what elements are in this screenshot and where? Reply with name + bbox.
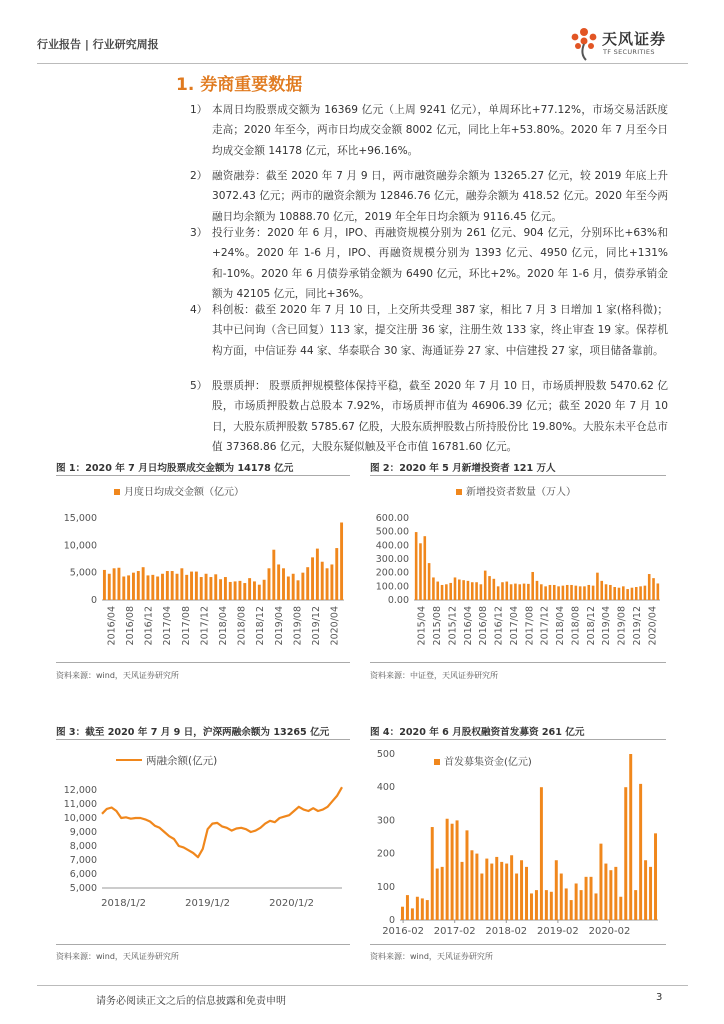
x-tick-label: 2019/04 xyxy=(601,606,613,646)
y-tick-label: 10,000 xyxy=(63,540,97,552)
x-tick-label: 2019/04 xyxy=(273,606,285,646)
figure-1-rule xyxy=(56,475,350,476)
figure-1-source: 资料来源：wind，天风证券研究所 xyxy=(56,671,179,680)
bar xyxy=(594,893,597,920)
y-tick-label: 100 xyxy=(376,881,395,893)
x-tick-label: 2020/04 xyxy=(647,606,659,646)
bar xyxy=(316,549,319,600)
bar xyxy=(592,586,595,600)
y-tick-label: 200.00 xyxy=(375,567,409,579)
figure-2-bottom-rule xyxy=(370,662,666,663)
bar xyxy=(583,586,586,600)
x-tick-label: 2017/12 xyxy=(199,606,211,646)
bar xyxy=(531,572,534,600)
bar xyxy=(485,859,488,920)
bar xyxy=(431,827,434,920)
x-tick-label: 2017/08 xyxy=(524,606,536,646)
bar xyxy=(553,585,556,600)
bar xyxy=(117,568,120,600)
y-tick-label: 7,000 xyxy=(69,855,97,866)
bar xyxy=(545,890,548,920)
bar xyxy=(426,900,429,920)
bar xyxy=(258,585,261,600)
bar xyxy=(445,584,448,600)
y-tick-label: 600.00 xyxy=(375,513,409,524)
bar xyxy=(335,548,338,600)
legend-label: 月度日均成交金额（亿元） xyxy=(124,487,244,498)
paragraph-number: 5） xyxy=(190,380,208,392)
x-tick-label: 2016/12 xyxy=(143,606,155,646)
bar xyxy=(644,860,647,920)
bar xyxy=(180,568,183,600)
x-tick-label: 2018/04 xyxy=(218,606,229,646)
bar xyxy=(500,862,503,920)
paragraph-text: 投行业务：2020 年 6 月，IPO、再融资规模分别为 261 亿元、904 亿元，分别环比+63%和+24%。2020 年 1-6 月，IPO、再融资规模分别为 1393 亿元、4950 亿元，同比+131%和-10%。2020 年 6 月债券承销金额为 6490 亿元，环比+2%。2020 年 1-6 月，债券承销金额为 42105 亿元，同比+36%。 xyxy=(212,227,668,300)
bar xyxy=(530,893,533,920)
x-tick-label: 2020/04 xyxy=(329,606,341,646)
bar xyxy=(229,582,232,600)
figure-4-bottom-rule xyxy=(370,944,666,945)
bar xyxy=(505,582,508,600)
paragraph-number: 4） xyxy=(190,304,208,316)
bar xyxy=(234,581,237,600)
bar xyxy=(467,581,470,600)
x-tick-label: 2019/08 xyxy=(616,606,628,646)
bar xyxy=(441,867,444,920)
bar xyxy=(419,543,422,600)
figure-3-source: 资料来源：wind，天风证券研究所 xyxy=(56,952,179,961)
bar xyxy=(171,571,174,600)
bar xyxy=(454,577,457,600)
bar xyxy=(555,860,558,920)
bar xyxy=(614,867,617,920)
paragraph-number: 3） xyxy=(190,227,208,239)
bar xyxy=(436,869,439,920)
y-tick-label: 500.00 xyxy=(375,526,409,538)
y-tick-label: 15,000 xyxy=(63,513,97,524)
x-tick-label: 2019/1/2 xyxy=(185,898,231,909)
x-tick-label: 2016/04 xyxy=(462,606,474,646)
bar xyxy=(297,580,300,600)
bar xyxy=(510,584,513,600)
bar xyxy=(535,890,538,920)
bar xyxy=(475,854,478,920)
bar xyxy=(560,874,563,920)
brand-name: 天风证券 xyxy=(602,30,667,48)
bar xyxy=(644,586,647,600)
bar xyxy=(604,864,607,920)
bar xyxy=(137,571,140,600)
bar xyxy=(401,907,404,920)
bar xyxy=(484,571,487,600)
bar xyxy=(292,574,295,600)
bar xyxy=(156,576,159,600)
bar xyxy=(579,586,582,600)
x-tick-label: 2017/08 xyxy=(180,606,192,646)
bar xyxy=(622,586,625,600)
bar xyxy=(599,844,602,920)
bar xyxy=(639,586,642,600)
bar xyxy=(411,908,414,920)
bar xyxy=(510,855,513,920)
brand-subtitle: TF SECURITIES xyxy=(603,48,655,56)
bar xyxy=(200,577,203,600)
bar xyxy=(587,585,590,600)
bar xyxy=(151,575,154,600)
bar xyxy=(416,897,419,920)
bar xyxy=(515,874,518,920)
bar xyxy=(514,584,517,600)
y-tick-label: 6,000 xyxy=(69,869,97,880)
bar xyxy=(590,877,593,920)
figure-3-title: 图 3：截至 2020 年 7 月 9 日，沪深两融余额为 13265 亿元 xyxy=(56,727,330,738)
bar xyxy=(248,578,251,600)
bar xyxy=(471,582,474,600)
bar xyxy=(243,583,246,600)
y-tick-label: 500 xyxy=(376,749,395,760)
bar xyxy=(540,787,543,920)
bar xyxy=(301,573,304,600)
bar xyxy=(480,584,483,600)
paragraph-text: 本周日均股票成交额为 16369 亿元（上周 9241 亿元），单周环比+77.12%，市场交易活跃度走高；2020 年至今，两市日均成交金额 8002 亿元，同比上年+53.80%。2020 年 7 月至今日均成交金额 14178 亿元，环比+96.16%。 xyxy=(212,104,668,157)
y-tick-label: 200 xyxy=(376,848,395,860)
paragraph-text: 股票质押： 股票质押规模整体保持平稳，截至 2020 年 7 月 10 日，市场质押股数 5470.62 亿股，市场质押股数占总股本 7.92%，市场质押市值为 46906.39 亿元；截至 2020 年 7 月 10 日，大股东质押股数 5785.67 亿股，大股东质押股数占所持股份比 19.80%。大股东未平仓总市值 37368.86 亿元，大股东疑似触及平仓市值 16781.60 亿元。 xyxy=(212,380,668,453)
x-tick-label: 2018/08 xyxy=(236,606,248,646)
bar xyxy=(527,584,530,600)
series-line xyxy=(102,787,342,857)
x-tick-label: 2019/12 xyxy=(311,606,323,646)
bar xyxy=(488,576,491,600)
bar xyxy=(132,573,135,600)
y-tick-label: 9,000 xyxy=(69,827,97,838)
y-tick-label: 0.00 xyxy=(387,595,409,606)
x-tick-label: 2016-02 xyxy=(382,926,424,937)
bar xyxy=(449,583,452,600)
bar xyxy=(122,576,125,600)
y-tick-label: 11,000 xyxy=(63,799,97,810)
x-tick-label: 2016/08 xyxy=(124,606,136,646)
bar xyxy=(277,564,280,600)
legend-label: 首发募集资金(亿元) xyxy=(444,757,532,768)
bar xyxy=(575,586,578,600)
legend-swatch xyxy=(114,489,120,495)
bar xyxy=(209,577,212,600)
x-tick-label: 2017/04 xyxy=(162,606,174,646)
bar xyxy=(493,579,496,600)
paragraph-1 xyxy=(190,100,668,161)
bar xyxy=(505,864,508,920)
bar xyxy=(451,824,454,920)
figure-3-rule xyxy=(56,739,350,740)
x-tick-label: 2018/04 xyxy=(555,606,567,646)
x-tick-label: 2019-02 xyxy=(536,926,579,937)
bar xyxy=(557,586,560,600)
x-tick-label: 2016/04 xyxy=(106,606,118,646)
bar xyxy=(272,550,275,600)
report-category: 行业报告 | 行业研究周报 xyxy=(37,38,159,51)
x-tick-label: 2018/12 xyxy=(585,606,597,646)
x-tick-label: 2018/08 xyxy=(570,606,582,646)
bar xyxy=(423,536,426,600)
bar xyxy=(465,830,468,920)
bar xyxy=(330,564,333,600)
bar xyxy=(253,581,256,600)
y-tick-label: 300 xyxy=(376,815,395,827)
bar xyxy=(311,557,314,600)
y-tick-label: 300.00 xyxy=(375,554,409,565)
bar xyxy=(321,562,324,600)
bar xyxy=(635,587,638,600)
bar xyxy=(428,563,431,600)
bar xyxy=(600,581,603,600)
bar xyxy=(648,574,651,600)
x-tick-label: 2017-02 xyxy=(433,926,476,937)
bar xyxy=(446,819,449,920)
bar xyxy=(549,585,552,600)
bar xyxy=(456,820,459,920)
bar xyxy=(639,784,642,920)
header-divider xyxy=(37,63,688,64)
bar xyxy=(490,864,493,920)
bar xyxy=(536,581,539,600)
figure-2-title: 图 2：2020 年 5 月新增投资者 121 万人 xyxy=(370,463,556,474)
y-tick-label: 5,000 xyxy=(69,567,97,579)
bar xyxy=(580,890,583,920)
x-tick-label: 2019/08 xyxy=(292,606,304,646)
bar xyxy=(657,583,660,600)
bar xyxy=(441,585,444,600)
bar xyxy=(238,581,241,600)
bar xyxy=(497,586,500,600)
x-tick-label: 2020-02 xyxy=(588,926,631,937)
x-tick-label: 2018-02 xyxy=(485,926,528,937)
chart-1 xyxy=(56,478,350,660)
bar xyxy=(142,567,145,600)
bar xyxy=(475,582,478,600)
legend-label: 新增投资者数量（万人） xyxy=(466,487,576,498)
bar xyxy=(108,574,111,600)
bar xyxy=(525,867,528,920)
bar xyxy=(619,897,622,920)
x-tick-label: 2019/12 xyxy=(631,606,643,646)
chart-3 xyxy=(56,742,350,942)
bar xyxy=(634,890,637,920)
bar xyxy=(585,877,588,920)
bar xyxy=(652,578,655,600)
y-tick-label: 0 xyxy=(388,915,395,926)
bar xyxy=(406,895,409,920)
figure-1-title: 图 1：2020 年 7 月日均股票成交金额为 14178 亿元 xyxy=(56,463,294,474)
bar xyxy=(462,580,465,600)
bar xyxy=(605,584,608,600)
bar xyxy=(523,584,526,600)
bar xyxy=(544,586,547,600)
bar xyxy=(520,860,523,920)
bar xyxy=(224,577,227,600)
paragraph-2 xyxy=(190,166,668,227)
paragraph-number: 2） xyxy=(190,170,208,182)
chart-2 xyxy=(370,478,666,660)
bar xyxy=(263,580,266,600)
bar xyxy=(282,568,285,600)
x-tick-label: 2015/04 xyxy=(416,606,428,646)
bar xyxy=(631,588,634,600)
bar xyxy=(626,589,629,600)
paragraph-4 xyxy=(190,300,668,361)
bar xyxy=(570,900,573,920)
bar xyxy=(166,571,169,600)
x-tick-label: 2017/04 xyxy=(508,606,520,646)
y-tick-label: 400 xyxy=(376,782,395,794)
x-tick-label: 2017/12 xyxy=(539,606,551,646)
paragraph-text: 科创板：截至 2020 年 7 月 10 日，上交所共受理 387 家，相比 7 月 3 日增加 1 家(格科微)；其中已问询（含已回复）113 家，提交注册 36 家，注册生效 133 家，终止审查 19 家。保荐机构方面，中信证券 44 家、华泰联合 30 家、海通证券 27 家、中信建投 27 家，项目储备靠前。 xyxy=(212,304,668,357)
paragraph-3 xyxy=(190,223,668,304)
y-tick-label: 8,000 xyxy=(69,841,97,852)
bar xyxy=(219,579,222,600)
figure-2-source: 资料来源：中证登，天风证券研究所 xyxy=(370,671,498,680)
x-tick-label: 2018/1/2 xyxy=(101,898,147,909)
figure-1-bottom-rule xyxy=(56,662,350,663)
legend-label: 两融余额(亿元) xyxy=(146,755,218,767)
bar xyxy=(565,888,568,920)
bar xyxy=(562,586,565,600)
bar xyxy=(596,573,599,600)
bar xyxy=(461,862,464,920)
bar xyxy=(613,587,616,600)
bar xyxy=(458,580,461,601)
y-tick-label: 10,000 xyxy=(63,813,97,824)
bar xyxy=(436,582,439,600)
bar xyxy=(205,574,208,600)
bar xyxy=(185,575,188,600)
figure-4-title: 图 4：2020 年 6 月股权融资首发募资 261 亿元 xyxy=(370,727,585,738)
bar xyxy=(495,857,498,920)
bar xyxy=(127,575,130,600)
x-tick-label: 2015/12 xyxy=(447,606,459,646)
bar xyxy=(147,575,150,600)
paragraph-5 xyxy=(190,376,668,457)
bar xyxy=(326,568,329,600)
figure-2-rule xyxy=(370,475,666,476)
bar xyxy=(340,522,343,600)
figure-4-rule xyxy=(370,739,666,740)
bar xyxy=(103,570,106,600)
bar xyxy=(195,572,198,600)
bar xyxy=(190,572,193,600)
bar xyxy=(161,574,164,600)
chart-4 xyxy=(370,742,666,942)
bar xyxy=(470,850,473,920)
section-title: 1. 券商重要数据 xyxy=(176,75,303,95)
figure-3-bottom-rule xyxy=(56,944,350,945)
bar xyxy=(518,584,521,600)
bar xyxy=(113,568,116,600)
bar xyxy=(268,568,271,600)
paragraph-text: 融资融券：截至 2020 年 7 月 9 日，两市融资融券余额为 13265.27 亿元，较 2019 年底上升 3072.43 亿元；两市的融资余额为 12846.76 亿元，融券余额为 418.52 亿元。2020 年至今两融日均余额为 10888.70 亿元，2019 年全年日均余额为 9116.45 亿元。 xyxy=(212,170,668,223)
paragraph-number: 1） xyxy=(190,104,208,116)
bar xyxy=(609,870,612,920)
legend-swatch xyxy=(456,489,462,495)
bar xyxy=(618,588,621,600)
bar xyxy=(540,584,543,600)
legend-swatch xyxy=(434,759,440,765)
y-tick-label: 0 xyxy=(90,595,97,606)
bar xyxy=(480,874,483,920)
brand-logo xyxy=(568,26,698,62)
bar xyxy=(654,833,657,920)
footer-divider xyxy=(37,985,688,986)
x-tick-label: 2016/12 xyxy=(493,606,505,646)
bar xyxy=(501,582,504,600)
bar xyxy=(550,892,553,920)
brand-flower-icon xyxy=(568,26,600,62)
bar xyxy=(629,754,632,920)
bar xyxy=(287,576,290,600)
bar xyxy=(432,577,435,600)
x-tick-label: 2020/1/2 xyxy=(269,898,315,909)
figure-4-source: 资料来源：wind，天风证券研究所 xyxy=(370,952,493,961)
disclaimer-note: 请务必阅读正文之后的信息披露和免责申明 xyxy=(96,996,286,1007)
y-tick-label: 400.00 xyxy=(375,540,409,552)
y-tick-label: 12,000 xyxy=(63,785,97,796)
bar xyxy=(421,898,424,920)
bar xyxy=(609,585,612,600)
x-tick-label: 2016/08 xyxy=(478,606,490,646)
page-number: 3 xyxy=(656,992,663,1003)
bar xyxy=(575,883,578,920)
bar xyxy=(214,574,217,600)
bar xyxy=(649,867,652,920)
bar xyxy=(570,585,573,600)
bar xyxy=(624,787,627,920)
bar xyxy=(415,532,418,600)
x-tick-label: 2015/08 xyxy=(432,606,444,646)
bar xyxy=(306,567,309,600)
y-tick-label: 5,000 xyxy=(69,883,97,894)
bar xyxy=(176,574,179,600)
bar xyxy=(566,585,569,600)
y-tick-label: 100.00 xyxy=(375,581,409,593)
x-tick-label: 2018/12 xyxy=(255,606,267,646)
